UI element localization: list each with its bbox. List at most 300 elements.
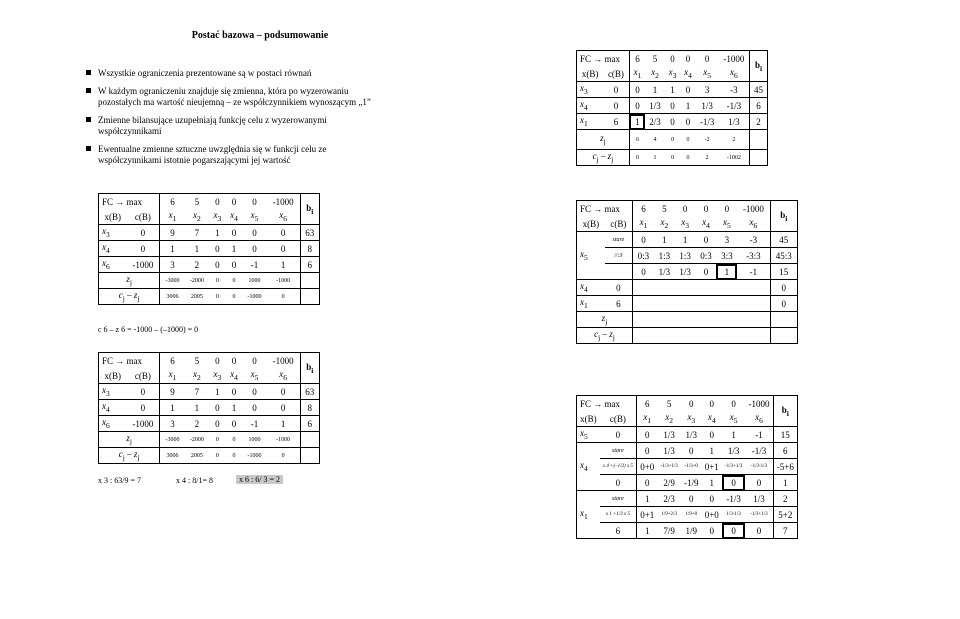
table-cell: $x_5$ xyxy=(722,217,731,230)
table-row xyxy=(577,248,798,264)
table-cell: 0 xyxy=(209,289,226,305)
table-cell: $x_1$ xyxy=(577,491,600,539)
table-cell: 0 xyxy=(665,98,680,114)
table-cell: 0 xyxy=(770,296,797,312)
table-cell: 5 xyxy=(662,203,667,214)
table-cell: 0 xyxy=(209,416,226,432)
table-cell: 1 xyxy=(645,82,665,98)
table-cell: 0 xyxy=(681,491,702,507)
table-cell: 0 xyxy=(637,427,658,443)
bullet-item: W każdym ograniczeniu znajduje się zmienna, która po wyzerowaniu pozostałych ma wartość nieujemną – ze współczynnikiem wynoszącym „1” xyxy=(84,86,384,108)
table-cell: x(B) xyxy=(581,68,599,79)
table-row xyxy=(577,491,798,507)
table-cell: -1 xyxy=(242,416,266,432)
table-cell: 0 xyxy=(209,400,226,416)
table-cell: 0 xyxy=(267,225,300,241)
table-cell: $x_6$ xyxy=(729,67,738,80)
table-cell: 1 xyxy=(209,384,226,400)
table-cell: -5+6 xyxy=(773,459,797,475)
table-cell: 1 xyxy=(160,400,185,416)
table-cell: $x_4$ xyxy=(707,412,716,425)
table-cell: $x_5$ xyxy=(577,232,605,280)
table-cell: x(B) xyxy=(580,413,597,424)
table-cell: -1/3+1/3 xyxy=(745,507,773,523)
bullet-item: Wszystkie ograniczenia prezentowane są w postaci równań xyxy=(84,68,384,79)
table-cell: 3006 xyxy=(160,448,185,464)
table-row xyxy=(99,273,320,289)
table-cell: $x_3$ xyxy=(99,384,127,400)
table-cell: 5 xyxy=(666,398,672,409)
table-cell: 0 xyxy=(702,491,722,507)
table-cell: c(B) xyxy=(603,66,629,82)
table-cell: 0 xyxy=(126,225,159,241)
table-cell xyxy=(300,432,319,448)
table-cell: 0 xyxy=(267,241,300,257)
table-cell: 3 xyxy=(696,82,719,98)
table-cell: 7 xyxy=(185,384,209,400)
table-cell: 1 xyxy=(629,114,645,130)
table-cell xyxy=(696,296,717,312)
table-cell: $x_6$ xyxy=(99,257,127,273)
table-cell: 6 xyxy=(635,53,640,64)
table-cell: 6 xyxy=(750,98,768,114)
table-cell: -1 xyxy=(737,264,770,280)
table-cell: 0 xyxy=(603,82,629,98)
table-cell: $x_4$ xyxy=(230,369,238,382)
table-cell: 0 xyxy=(603,98,629,114)
table-cell: -3 xyxy=(737,232,770,248)
table-row xyxy=(577,396,798,412)
table-cell: 0 xyxy=(267,448,300,464)
table-cell: -3000 xyxy=(160,273,185,289)
table-cell: 5 xyxy=(194,355,200,366)
table-cell: 1 xyxy=(702,443,722,459)
table-cell: 0 xyxy=(680,130,695,150)
table-row xyxy=(577,296,798,312)
table-cell: $x_6$ xyxy=(749,217,758,230)
table-cell: 6 xyxy=(170,196,175,207)
table-cell: -1000 xyxy=(723,53,745,64)
table-cell: 0 xyxy=(126,241,159,257)
table-cell: 9 xyxy=(160,225,185,241)
table-cell: FC → max xyxy=(577,201,633,217)
table-cell xyxy=(696,312,717,328)
table-cell: 1 xyxy=(185,241,209,257)
table-cell: 15 xyxy=(770,264,797,280)
table-cell: -1000 xyxy=(126,416,159,432)
table-cell: 0 xyxy=(226,448,243,464)
table-row xyxy=(577,459,798,475)
table-cell: 0 xyxy=(215,355,220,366)
table-cell: 45 xyxy=(750,82,768,98)
bullet-item: Ewentualne zmienne sztuczne uwzględnia się w funkcji celu ze współczynnikami istotnie pogarszającymi jej wartość xyxy=(84,144,384,166)
table-cell: 6 xyxy=(600,523,637,539)
table-cell: 0 xyxy=(670,53,675,64)
table-cell: 1:3 xyxy=(654,248,675,264)
table-cell: 1/3 xyxy=(645,98,665,114)
table-cell: 6 xyxy=(773,443,797,459)
table-cell: 1 xyxy=(773,475,797,491)
table-cell: 0 xyxy=(226,257,243,273)
table-cell: 0 xyxy=(252,196,257,207)
table-cell: $c_j - z_j$ xyxy=(99,448,160,464)
table-cell: 0 xyxy=(226,416,243,432)
table-cell: 2/9 xyxy=(657,475,680,491)
table-cell: -1000 xyxy=(272,355,294,366)
table-cell: 0 xyxy=(209,257,226,273)
table-cell: x(B) xyxy=(104,370,121,381)
table-cell: $x_1$ xyxy=(639,217,648,230)
table-cell: 0 xyxy=(226,289,243,305)
table-row xyxy=(577,475,798,491)
table-cell: 1000 xyxy=(242,273,266,289)
table-cell: 1/3 xyxy=(657,427,680,443)
table-cell: 1 xyxy=(267,416,300,432)
table-cell: -3000 xyxy=(160,432,185,448)
table-cell: $x_5$ xyxy=(250,369,259,382)
table-cell: 0 xyxy=(665,114,680,130)
table-cell xyxy=(300,448,319,464)
table-cell: -3 xyxy=(719,82,750,98)
table-row xyxy=(99,400,320,416)
table-cell: 0 xyxy=(267,384,300,400)
table-row xyxy=(577,443,798,459)
table-cell: 3006 xyxy=(160,289,185,305)
table-row xyxy=(577,411,798,427)
table-cell: $b_i$ xyxy=(300,194,319,225)
table-cell xyxy=(737,280,770,296)
table-cell: 2/3 xyxy=(645,114,665,130)
table-cell: 2 xyxy=(719,130,750,150)
table-cell: $x_3$ xyxy=(687,412,696,425)
table-cell: //:3 xyxy=(605,248,633,264)
table-cell xyxy=(696,280,717,296)
table-row xyxy=(577,150,768,166)
table-cell: -1000 xyxy=(126,257,159,273)
table-cell: 0+1 xyxy=(637,507,658,523)
table-row xyxy=(99,241,320,257)
table-row xyxy=(99,432,320,448)
simplex-table-1 xyxy=(576,50,768,166)
table-cell: 0 xyxy=(632,264,653,280)
table-cell: $x_3$ xyxy=(213,369,222,382)
ratio-x6-highlight: x 6 : 6/ 3 = 2 xyxy=(236,475,283,484)
c6-note: c 6 – z 6 = -1000 – (–1000) = 0 xyxy=(98,325,199,334)
table-cell: 0 xyxy=(680,114,695,130)
table-cell: -1/3 xyxy=(722,491,745,507)
table-cell xyxy=(737,312,770,328)
table-cell: 0 xyxy=(637,475,658,491)
table-cell xyxy=(300,273,319,289)
square-bullet-icon xyxy=(86,146,91,151)
table-cell: 0 xyxy=(731,398,736,409)
ratio-x4: x 4 : 8/1= 8 xyxy=(176,476,213,485)
table-row xyxy=(577,427,798,443)
table-cell: 2 xyxy=(773,491,797,507)
table-cell: -2000 xyxy=(185,432,209,448)
table-cell: -1/3+1/3 xyxy=(657,459,680,475)
table-cell: 0 xyxy=(745,523,773,539)
table-cell: -1/9 xyxy=(681,475,702,491)
table-cell: -1000 xyxy=(272,196,294,207)
table-row xyxy=(577,201,798,217)
table-row xyxy=(99,225,320,241)
table-cell: FC → max xyxy=(577,51,630,67)
table-row xyxy=(577,264,798,280)
table-cell: $x_5$ xyxy=(577,427,600,443)
table-cell: 1/3 xyxy=(681,427,702,443)
table-cell: 1 xyxy=(665,82,680,98)
table-cell: 6 xyxy=(645,398,650,409)
table-cell: c(B) xyxy=(600,411,637,427)
table-cell: 2 xyxy=(185,416,209,432)
table-cell: 0 xyxy=(702,523,722,539)
simplex-table-5 xyxy=(576,395,798,539)
table-cell: $b_i$ xyxy=(773,396,797,427)
table-cell: 1 xyxy=(209,225,226,241)
table-row xyxy=(99,257,320,273)
table-cell: -2000 xyxy=(185,273,209,289)
table-cell xyxy=(300,289,319,305)
table-cell: 0 xyxy=(637,443,658,459)
table-row xyxy=(99,353,320,369)
simplex-table-3 xyxy=(98,352,320,464)
table-cell xyxy=(737,296,770,312)
table-cell: 6 xyxy=(641,203,646,214)
table-cell: stare xyxy=(600,491,637,507)
table-cell: $x_2$ xyxy=(192,369,201,382)
table-cell: 1/3 xyxy=(719,114,750,130)
table-cell xyxy=(632,280,653,296)
table-cell: $c_j - z_j$ xyxy=(577,328,633,344)
table-cell: $x_2$ xyxy=(665,412,674,425)
table-cell: -1/3+1/3 xyxy=(722,459,745,475)
table-cell: $x_4$ xyxy=(577,443,600,491)
page-title: Postać bazowa – podsumowanie xyxy=(191,30,329,41)
table-cell: 7/9 xyxy=(657,523,680,539)
table-cell: $x_3$ xyxy=(577,82,604,98)
table-cell: x(B) xyxy=(582,218,600,229)
table-cell: -1000 xyxy=(242,448,266,464)
table-cell xyxy=(632,296,653,312)
table-cell: 0 xyxy=(685,53,691,64)
table-row xyxy=(577,98,768,114)
table-cell: 6 xyxy=(300,257,319,273)
table-cell: $x_2$ xyxy=(192,210,201,223)
table-cell xyxy=(675,312,696,328)
table-cell: c(B) xyxy=(126,368,159,384)
table-cell: 1 xyxy=(185,400,209,416)
bullet-list xyxy=(84,68,384,173)
table-cell xyxy=(696,328,717,344)
table-cell: 0 xyxy=(629,150,645,166)
table-cell: 0 xyxy=(696,264,717,280)
table-cell xyxy=(750,150,768,166)
table-cell xyxy=(675,280,696,296)
table-cell: $x_6$ xyxy=(279,210,287,223)
table-cell: -1/3-1/3 xyxy=(745,459,773,475)
table-cell: c(B) xyxy=(605,216,633,232)
table-cell xyxy=(632,312,653,328)
table-cell: $b_i$ xyxy=(770,201,797,232)
table-cell: 1/3 xyxy=(657,443,680,459)
table-cell xyxy=(750,130,768,150)
ratio-x3: x 3 : 63/9 = 7 xyxy=(98,476,141,485)
table-cell: 0 xyxy=(682,203,688,214)
table-cell: $x_2$ xyxy=(660,217,669,230)
table-cell: 9 xyxy=(160,384,185,400)
table-cell: $x_3$ xyxy=(681,217,690,230)
table-cell: 2 xyxy=(750,114,768,130)
table-cell: 0 xyxy=(600,475,637,491)
table-cell: 45 xyxy=(770,232,797,248)
table-cell: 0 xyxy=(665,150,680,166)
table-cell: $x_3$ xyxy=(668,67,677,80)
table-cell: 2 xyxy=(696,150,719,166)
table-cell: 0 xyxy=(209,241,226,257)
table-cell: -1000 xyxy=(267,432,300,448)
table-cell: $x_4$ xyxy=(684,67,692,80)
table-cell: 0 xyxy=(242,400,266,416)
table-cell: 45:3 xyxy=(770,248,797,264)
table-cell: -1000 xyxy=(242,289,266,305)
table-cell: 0 xyxy=(215,196,220,207)
table-cell: $x_1$ xyxy=(577,114,604,130)
table-cell: $x_4$ xyxy=(577,280,605,296)
table-cell: FC → max xyxy=(577,396,637,412)
table-cell: $x_4$ xyxy=(230,210,238,223)
table-cell: 1 xyxy=(226,400,243,416)
table-cell: 1 xyxy=(680,98,695,114)
table-cell: 1 xyxy=(722,427,745,443)
simplex-table-2 xyxy=(98,193,320,305)
table-cell: 6 xyxy=(603,114,629,130)
table-cell: -1/3+0 xyxy=(681,459,702,475)
table-cell: 1/3 xyxy=(654,264,675,280)
table-cell: 0 xyxy=(770,280,797,296)
table-cell: 8 xyxy=(300,241,319,257)
table-cell: 1 xyxy=(637,491,658,507)
table-cell: 1000 xyxy=(242,432,266,448)
table-cell: 1/9+2/3 xyxy=(657,507,680,523)
table-cell: 5+2 xyxy=(773,507,797,523)
table-cell xyxy=(654,280,675,296)
table-cell xyxy=(654,328,675,344)
table-row xyxy=(577,328,798,344)
table-cell: $b_i$ xyxy=(300,353,319,384)
table-cell: 3 xyxy=(716,232,737,248)
table-cell: x(B) xyxy=(104,211,121,222)
table-row xyxy=(577,232,798,248)
table-cell: 1/3 xyxy=(675,264,696,280)
table-cell: 1 xyxy=(654,232,675,248)
table-cell: 0 xyxy=(126,384,159,400)
table-cell: -1000 xyxy=(748,398,770,409)
table-cell: x 1 +1/3 x 5 xyxy=(600,507,637,523)
table-row xyxy=(577,280,798,296)
table-row xyxy=(99,448,320,464)
table-cell xyxy=(716,312,737,328)
table-cell: 1/3-1/3 xyxy=(722,507,745,523)
table-cell: 7 xyxy=(773,523,797,539)
table-row xyxy=(577,114,768,130)
square-bullet-icon xyxy=(86,88,91,93)
table-cell: $x_3$ xyxy=(99,225,127,241)
table-row xyxy=(99,289,320,305)
table-cell: 7 xyxy=(185,225,209,241)
table-row xyxy=(99,209,320,225)
table-cell: $x_5$ xyxy=(250,210,259,223)
table-cell: 0 xyxy=(231,196,237,207)
table-cell: -1/3 xyxy=(745,443,773,459)
square-bullet-icon xyxy=(86,117,91,122)
table-cell: $x_1$ xyxy=(168,369,177,382)
table-cell: 0+0 xyxy=(702,507,722,523)
table-row xyxy=(99,416,320,432)
table-cell: $z_j$ xyxy=(99,432,160,448)
table-cell: 1 xyxy=(645,150,665,166)
table-cell: 0 xyxy=(252,355,257,366)
table-cell: 6 xyxy=(605,296,633,312)
table-cell: 0 xyxy=(267,400,300,416)
table-cell xyxy=(654,312,675,328)
table-cell: $x_1$ xyxy=(643,412,652,425)
table-cell: -2 xyxy=(696,130,719,150)
table-cell: -1002 xyxy=(719,150,750,166)
table-cell: FC → max xyxy=(99,194,160,210)
table-cell: -1/3 xyxy=(696,114,719,130)
table-row xyxy=(577,51,768,67)
table-cell: 0 xyxy=(724,203,730,214)
table-cell: 0 xyxy=(703,203,709,214)
table-cell: 1:3 xyxy=(675,248,696,264)
table-cell: 1/3 xyxy=(696,98,719,114)
table-cell xyxy=(716,280,737,296)
table-cell xyxy=(675,328,696,344)
table-cell: 8 xyxy=(300,400,319,416)
table-cell: $x_4$ xyxy=(99,241,127,257)
bullet-item: Zmienne bilansujące uzupełniają funkcję celu z wyzerowanymi współczynnikami xyxy=(84,115,384,137)
table-cell: $c_j - z_j$ xyxy=(577,150,630,166)
table-cell: 0 xyxy=(680,82,695,98)
table-cell: 2/3 xyxy=(657,491,680,507)
table-cell: $z_j$ xyxy=(577,130,630,150)
table-cell: 0 xyxy=(209,273,226,289)
table-cell xyxy=(770,328,797,344)
table-cell: $x_1$ xyxy=(168,210,177,223)
table-cell: 0 xyxy=(600,427,637,443)
table-cell: 4 xyxy=(645,130,665,150)
table-cell: 1 xyxy=(160,241,185,257)
table-cell xyxy=(632,328,653,344)
table-cell: 0 xyxy=(665,130,680,150)
table-cell: -1 xyxy=(242,257,266,273)
table-cell: 0:3 xyxy=(632,248,653,264)
table-cell: -1000 xyxy=(742,203,764,214)
table-cell: 6 xyxy=(300,416,319,432)
table-cell: 1 xyxy=(702,475,722,491)
table-cell: 0 xyxy=(209,448,226,464)
table-row xyxy=(577,216,798,232)
table-cell: 3:3 xyxy=(716,248,737,264)
table-cell: $z_j$ xyxy=(577,312,633,328)
table-cell: 0 xyxy=(226,273,243,289)
table-cell: 0 xyxy=(209,432,226,448)
table-cell: 1 xyxy=(637,523,658,539)
table-cell: 0 xyxy=(745,475,773,491)
table-cell: 0 xyxy=(226,225,243,241)
table-cell: 63 xyxy=(300,225,319,241)
